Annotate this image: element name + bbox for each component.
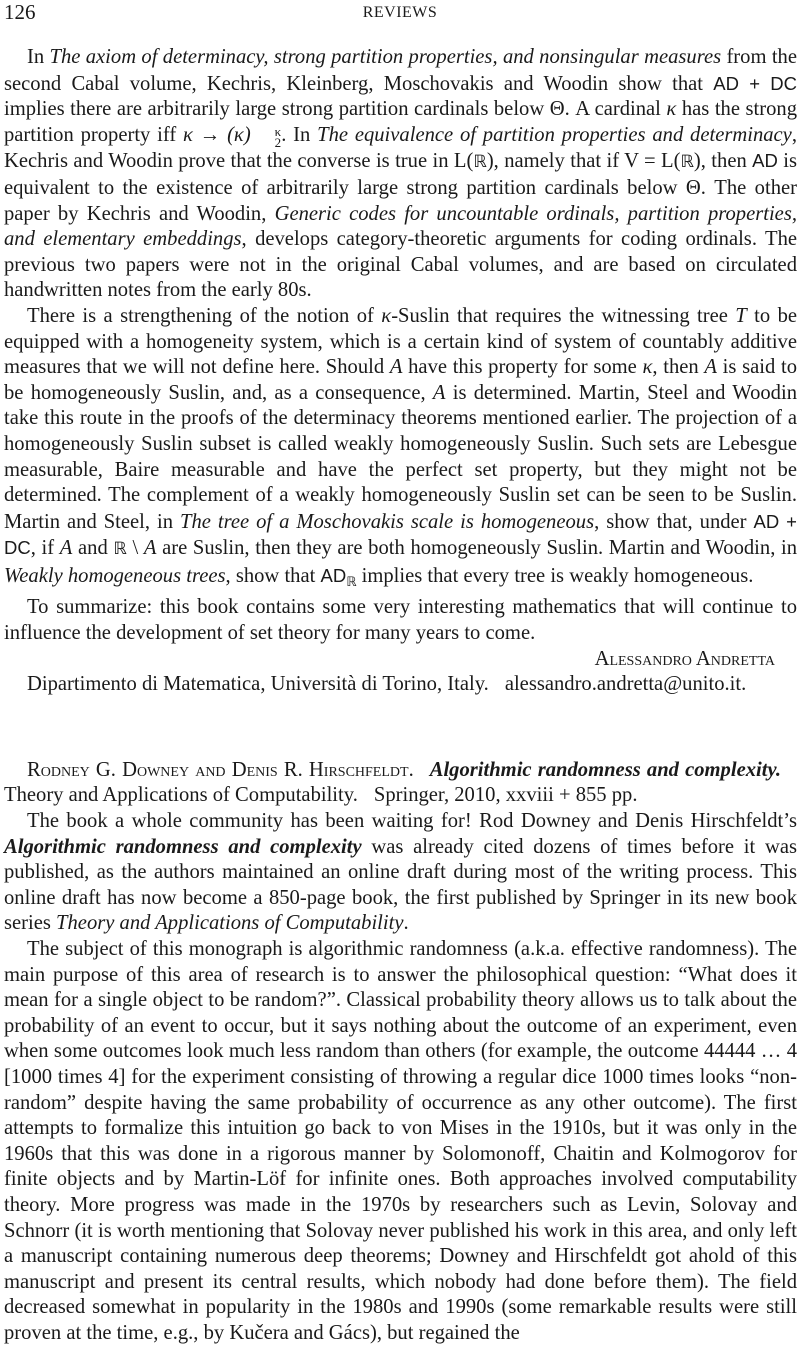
book-publisher: Springer, 2010, xxviii + 855 pp. — [373, 784, 638, 807]
paragraph-homogeneous-suslin: There is a strengthening of the notion of κ-Suslin that requires the witnessing tree T to be equipped with a homogeneity system, which is a certain kind of system of countably additive measures that we will not define here. Should A have this property for some κ, then A is said to be homogeneously Suslin, and, as a consequence, A is determined. Martin, Steel and Woodin take this route in the proofs of the determinacy theorems mentioned earlier. The projection of a homogeneously Suslin subset is called weakly homogeneously Suslin. Such sets are Lebesgue measurable, Baire measurable and have the perfect set property, but they might not be determined. The complement of a weakly homogeneously Suslin set can be seen to be Suslin. Martin and Steel, in The tree of a Moschovakis scale is homogeneous, show that, under AD + DC, if A and ℝ \ A are Suslin, then they are both homogeneously Suslin. Martin and Woodin, in Weakly homogeneous trees, show that $AD_ℝ$ implies that every tree is weakly homogeneous. — [4, 304, 798, 590]
partition-formula: κ → (κ) κ 2 — [183, 123, 282, 150]
section-title: REVIEWS — [362, 4, 438, 21]
paragraph-intro: The book a whole community has been waiting for! Rod Downey and Denis Hirschfeldt’s Algorithmic randomness and complexity was already cited dozens of times before it was published, as the authors maintained an online draft during most of the writing process. This online draft has now become a 850-page book, the first published by Springer in its new book series Theory and Applications of Computability. — [4, 810, 797, 935]
cited-title: The equivalence of partition properties and determinacy — [317, 123, 792, 146]
paragraph-subject: The subject of this monograph is algorithmic randomness (a.k.a. effective randomness). The main purpose of this area of research is to answer the philosophical question: “What does it mean for a single object to be random?”. Classical probability theory allows us to talk about the probability of an event to occur, but it says nothing about the outcome of an experiment, even when some outcomes look much less random than others (for example, the outcome 44444 … 4 [1000 times 4] for the experiment consisting of throwing a regular dice 1000 times looks “non-random” despite having the same probability of occurrence as any other outcome). The first attempts to formalize this intuition go back to von Mises in the 1910s, but it was only in the 1960s that this was done in a rigorous manner by Solomonoff, Chaitin and Kolmogorov for finite objects and by Martin-Löf for infinite ones. Both approaches involved computability theory. More progress was made in the 1970s by researchers such as Levin, Solovay and Schnorr (it is worth mentioning that Solovay never published his work in this area, and only left a manuscript containing numerous deep theorems; Downey and Hirschfeldt got ahold of this manuscript and present its central results, which nobody had done before them). The field decreased somewhat in popularity in the 1980s and 1990s (some remarkable results were still proven at the time, e.g., by Kučera and Gács), but regained the — [4, 938, 797, 1344]
running-head — [0, 0, 800, 26]
paragraph-summary: To summarize: this book contains some very interesting mathematics that will continue to influence the development of set theory for many years to come. — [4, 596, 797, 645]
reviewer-email: alessandro.andretta@unito.it. — [504, 673, 747, 696]
cited-title: Weakly homogeneous trees — [4, 564, 226, 587]
review-separator — [4, 698, 797, 758]
math-ad-dc: AD + DC — [713, 72, 797, 94]
reviewer-signature: Alessandro Andretta — [594, 647, 775, 670]
paragraph-cabal-partition: In The axiom of determinacy, strong partition properties, and nonsingular measures from the second Cabal volume, Kechris, Kleinberg, Moschovakis and Woodin show that AD + DC implies there are arbitrarily large strong partition cardinals below Θ. A cardinal κ has the strong partition property iff κ → (κ) κ 2 . In The equivalence of partition properties and determinacy, Kechris and Woodin prove that the converse is true in L(ℝ), namely that if V = L(ℝ), then AD is equivalent to the existence of arbitrarily large strong partition cardinals below Θ. The other paper by Kechris and Woodin, Generic codes for uncountable ordinals, partition properties, and elementary embeddings, develops category-theoretic arguments for coding ordinals. The previous two papers were not in the original Cabal volumes, and are based on circulated handwritten notes from the early 80s. — [4, 46, 798, 302]
cited-title: Generic codes for uncountable ordinals, partition properties, and elementary embeddings — [4, 202, 797, 251]
book-series: Theory and Applications of Computability. — [4, 784, 358, 807]
book-title: Algorithmic randomness and complexity. — [429, 758, 781, 781]
review-heading-downey-hirschfeldt — [4, 758, 797, 809]
page-number: 126 — [4, 0, 36, 24]
cited-title: The axiom of determinacy, strong partition properties, and nonsingular measures — [49, 46, 722, 68]
book-authors: Rodney G. Downey and Denis R. Hirschfeldt. — [27, 758, 414, 781]
reviewer-affiliation: Dipartimento di Matematica, Università di Torino, Italy. alessandro.andretta@unito.it. — [27, 673, 747, 696]
book-title-inline: Algorithmic randomness and complexity — [4, 835, 362, 858]
series-title: Theory and Applications of Computability — [56, 912, 404, 935]
review-andretta — [4, 45, 797, 1347]
cited-title: The tree of a Moschovakis scale is homogeneous — [180, 510, 595, 533]
